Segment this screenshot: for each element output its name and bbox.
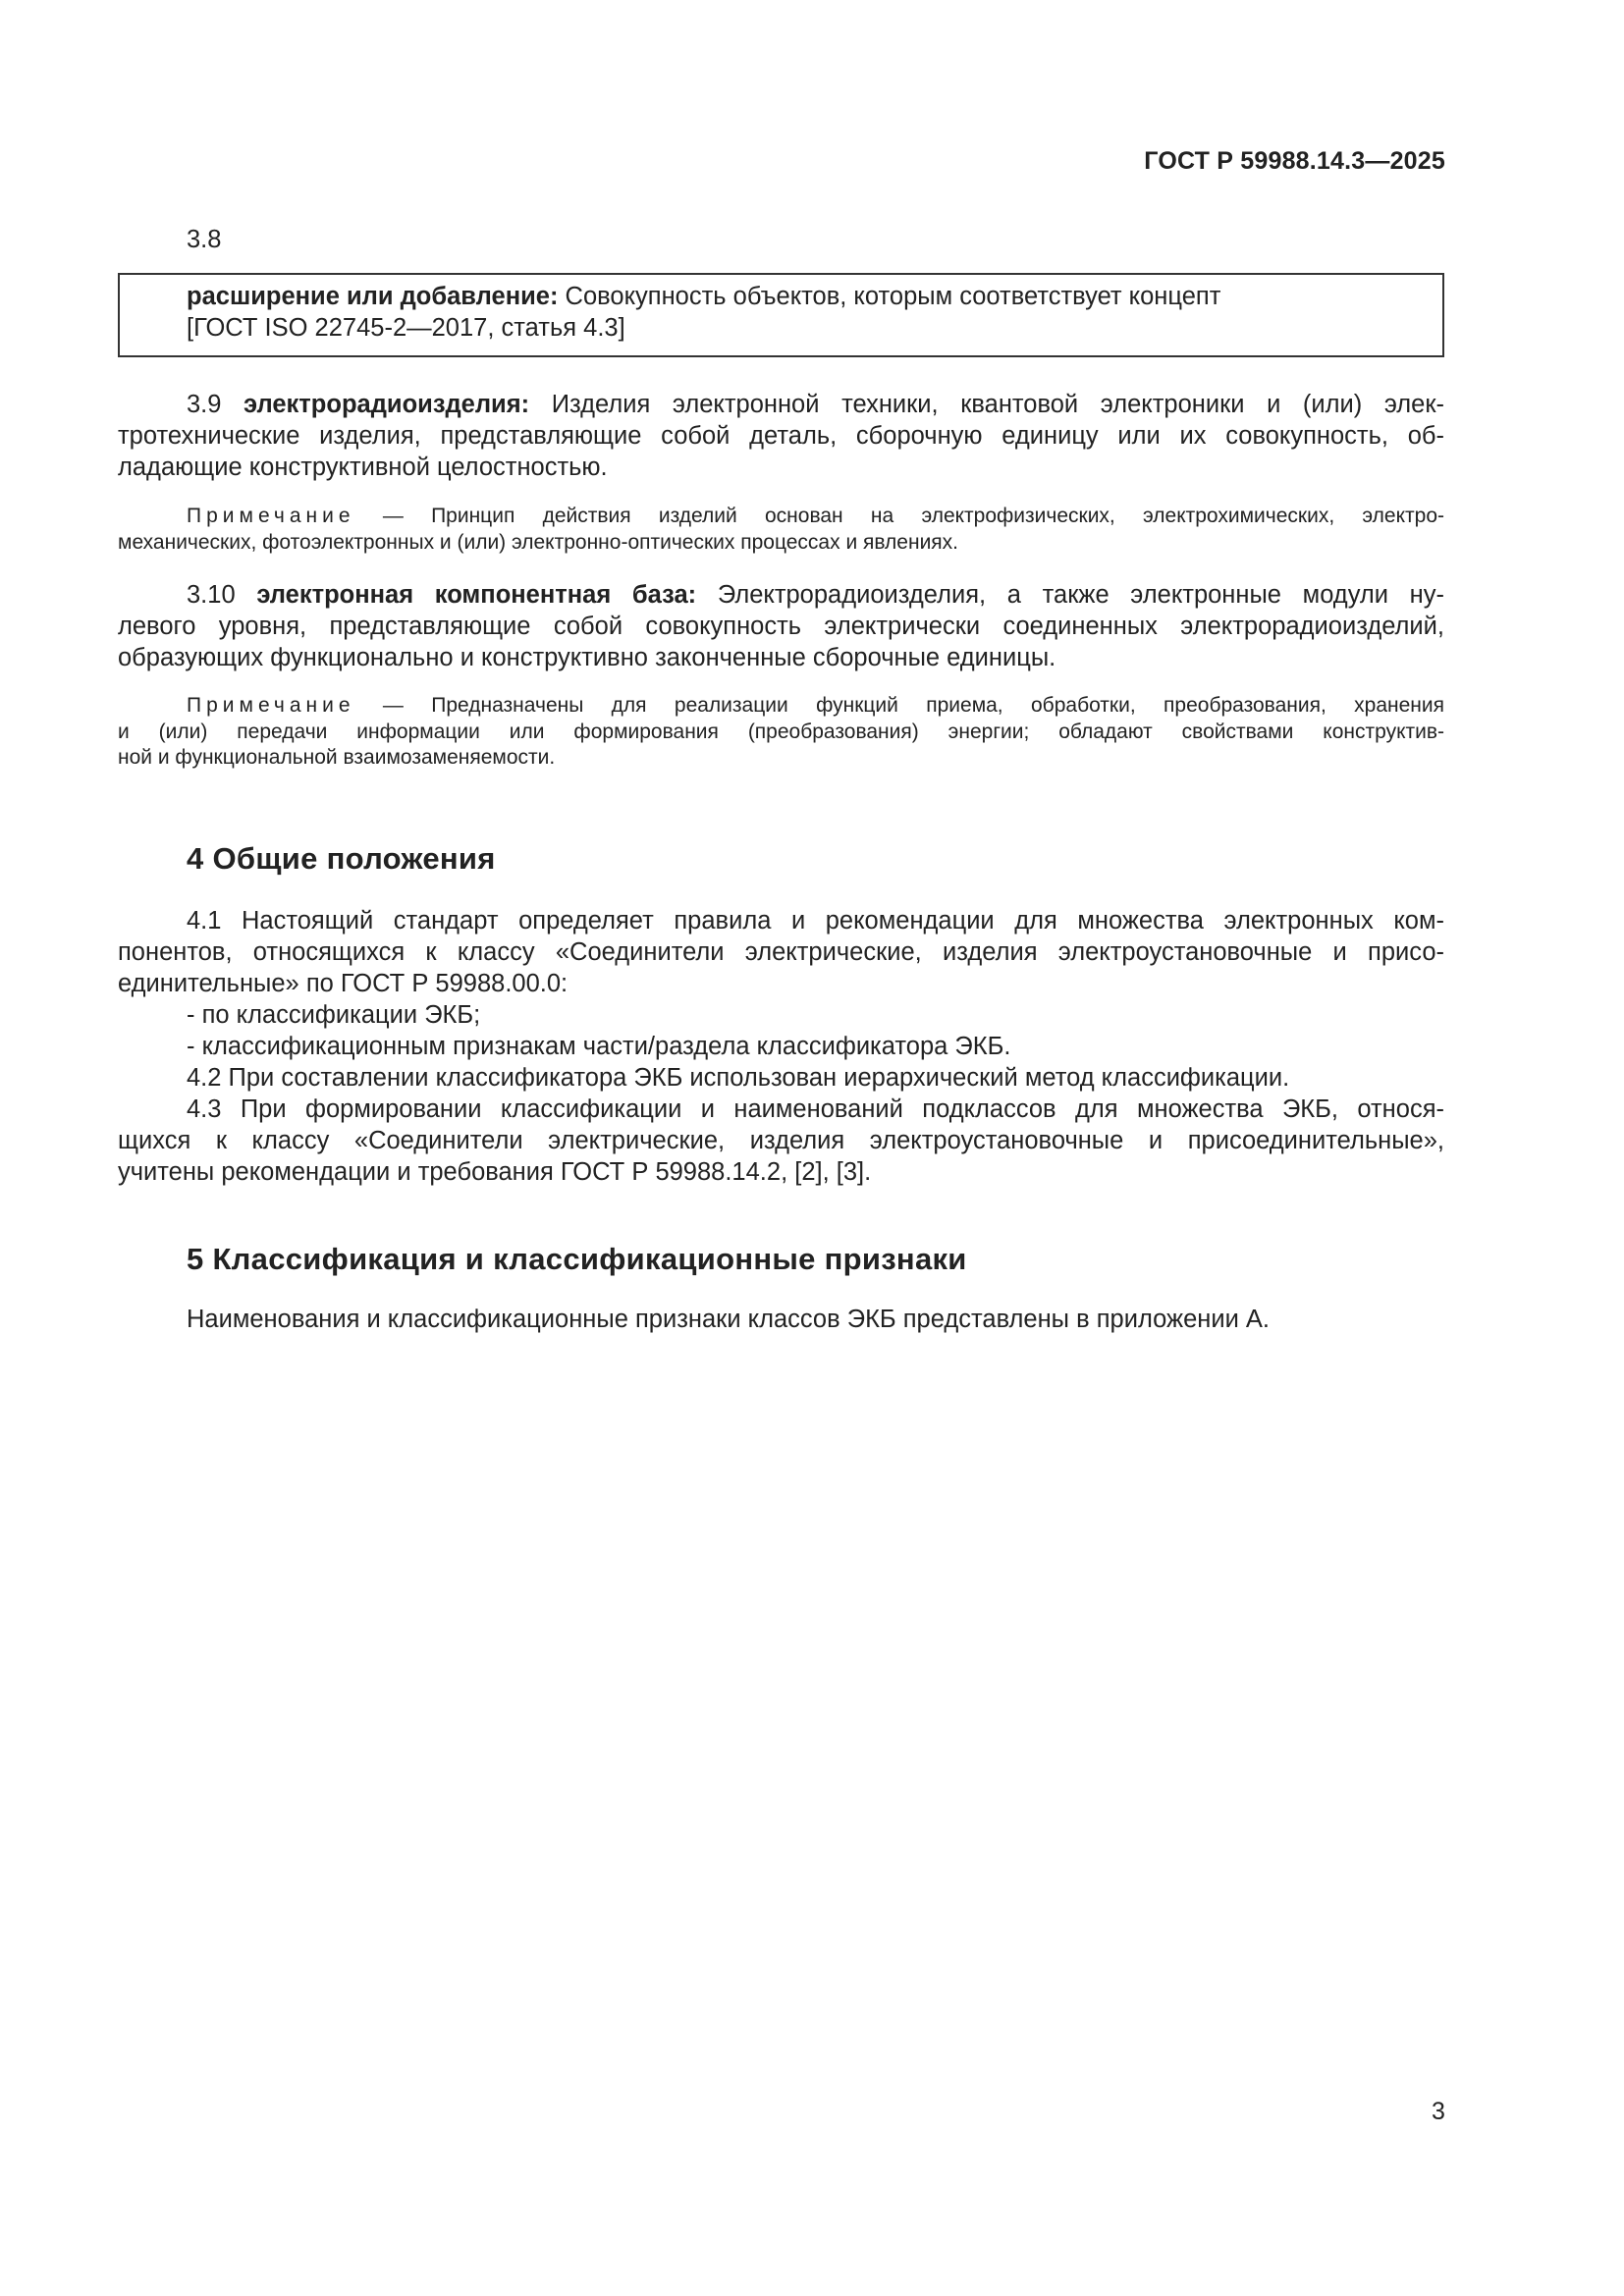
term-3-10-line: образующих функционально и конструктивно законченные сборочные единицы. (118, 644, 1056, 671)
page-number: 3 (1432, 2098, 1445, 2125)
note-line (118, 504, 1444, 530)
paragraph-4-1-line: понентов, относящихся к классу «Соединители электрические, изделия электроустановочные и присо- (118, 938, 1444, 966)
term-definition: Совокупность объектов, которым соответствует концепт (558, 283, 1221, 310)
document-id: ГОСТ Р 59988.14.3—2025 (1144, 147, 1445, 175)
term-definition-text: Изделия электронной техники, квантовой электроники и (или) элек- (529, 391, 1444, 418)
paragraph-4-1-line: 4.1 Настоящий стандарт определяет правила и рекомендации для множества электронных ком- (187, 907, 1444, 934)
term-3-9 (118, 389, 1444, 487)
term-3-9-line: тротехнические изделия, представляющие собой деталь, сборочную единицу или их совокупность, об- (118, 422, 1444, 450)
term-3-10 (118, 579, 1444, 673)
section-heading-4: 4 Общие положения (187, 841, 496, 876)
note-3-9 (118, 504, 1444, 556)
note-text: — Принцип действия изделий основан на электрофизических, электрохимических, электро- (354, 505, 1444, 527)
paragraph-4-3-line: щихся к классу «Соединители электрические, изделия электроустановочные и присоединительные», (118, 1127, 1444, 1154)
note-line: и (или) передачи информации или формирования (преобразования) энергии; обладают свойствами конструктив- (118, 720, 1444, 743)
term-number: 3.9 (187, 391, 222, 418)
note-line: ной и функциональной взаимозаменяемости. (118, 746, 556, 769)
term-source: [ГОСТ ISO 22745-2—2017, статья 4.3] (187, 314, 625, 342)
term-name: электронная компонентная база: (256, 581, 697, 609)
paragraph-4-3-line: учитены рекомендации и требования ГОСТ Р 59988.14.2, [2], [3]. (118, 1158, 872, 1186)
term-box-3-8 (118, 273, 1444, 357)
note-text: — Предназначены для реализации функций приема, обработки, преобразования, хранения (354, 694, 1444, 717)
note-label: Примечание (187, 694, 355, 717)
term-3-10-line: левого уровня, представляющие собой совокупность электрически соединенных электрорадиоизделий, (118, 613, 1444, 640)
term-number-3-8: 3.8 (187, 226, 222, 253)
paragraph-4-2: 4.2 При составлении классификатора ЭКБ использован иерархический метод классификации. (187, 1064, 1290, 1092)
term-name: электрорадиоизделия: (244, 391, 530, 418)
term-definition-text: Электрорадиоизделия, а также электронные модули ну- (696, 581, 1445, 609)
note-line: механических, фотоэлектронных и (или) электронно-оптических процессах и явлениях. (118, 530, 959, 554)
paragraph-4-3-line: 4.3 При формировании классификации и наименований подклассов для множества ЭКБ, относя- (187, 1095, 1444, 1123)
list-item: - по классификации ЭКБ; (187, 1001, 481, 1029)
term-name: расширение или добавление: (187, 283, 559, 310)
note-3-10 (118, 693, 1444, 772)
note-line (118, 693, 1444, 720)
list-item: - классификационным признакам части/раздела классификатора ЭКБ. (187, 1033, 1011, 1060)
section-4-body (118, 905, 1444, 1188)
term-number: 3.10 (187, 581, 236, 609)
section-heading-5: 5 Классификация и классификационные признаки (187, 1242, 967, 1276)
term-3-9-line (118, 389, 1444, 420)
term-3-10-line (118, 579, 1444, 611)
term-3-9-line: ладающие конструктивной целостностью. (118, 454, 608, 481)
paragraph-4-1-line: единительные» по ГОСТ Р 59988.00.0: (118, 970, 568, 997)
term-definition-3-8 (187, 281, 1220, 312)
note-label: Примечание (187, 505, 355, 527)
section-5-text: Наименования и классификационные признаки классов ЭКБ представлены в приложении А. (187, 1306, 1270, 1333)
